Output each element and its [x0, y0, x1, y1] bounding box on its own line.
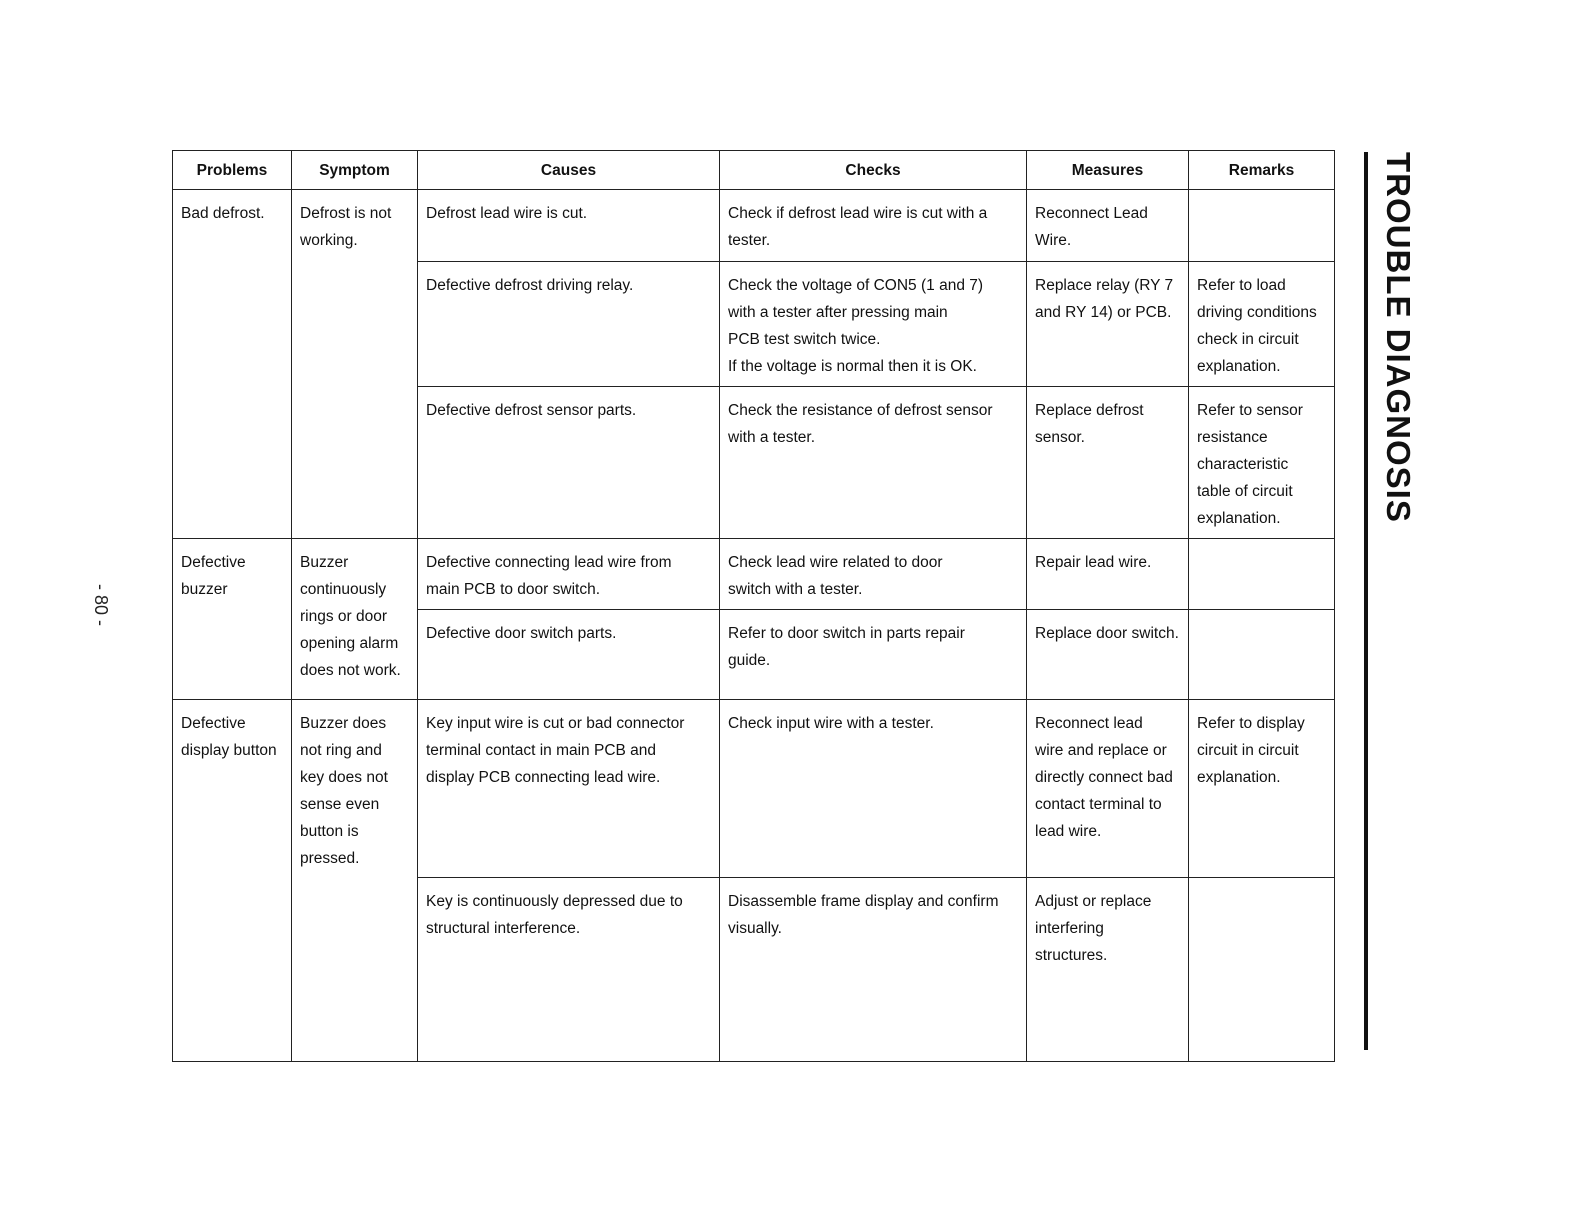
remarks-line: characteristic — [1197, 456, 1289, 473]
symptom-line: rings or door — [300, 608, 388, 625]
checks-line: Check lead wire related to door — [728, 554, 943, 571]
checks-cell — [720, 539, 1027, 610]
problem-cell — [173, 700, 292, 1062]
checks-cell — [720, 878, 1027, 1062]
section-title: TROUBLE DIAGNOSIS — [1380, 152, 1417, 523]
remarks-line: resistance — [1197, 429, 1268, 446]
measures-line: Repair lead wire. — [1035, 554, 1152, 571]
measures-cell — [1027, 262, 1189, 387]
remarks-cell — [1189, 262, 1335, 387]
page-number: - 80 - — [91, 583, 111, 626]
header-row — [173, 151, 1335, 190]
measures-line: Adjust or replace — [1035, 893, 1152, 910]
symptom-line: opening alarm — [300, 635, 399, 652]
causes-line: terminal contact in main PCB and — [426, 742, 657, 759]
symptom-cell — [292, 190, 418, 539]
measures-line: structures. — [1035, 947, 1108, 964]
checks-line: Check the voltage of CON5 (1 and 7) — [728, 277, 984, 294]
remarks-cell — [1189, 700, 1335, 878]
causes-line: Defective connecting lead wire from — [426, 554, 672, 571]
measures-line: Replace door switch. — [1035, 625, 1179, 642]
measures-cell — [1027, 539, 1189, 610]
symptom-line: continuously — [300, 581, 387, 598]
header-causes: Causes — [418, 151, 720, 190]
side-rule — [1364, 152, 1368, 1050]
causes-line: Defective defrost sensor parts. — [426, 402, 637, 419]
table-row — [173, 190, 1335, 262]
checks-line: Check input wire with a tester. — [728, 715, 934, 732]
symptom-cell — [292, 700, 418, 1062]
causes-line: display PCB connecting lead wire. — [426, 769, 661, 786]
remarks-line: driving conditions — [1197, 304, 1317, 321]
causes-line: Defective defrost driving relay. — [426, 277, 634, 294]
checks-line: with a tester. — [728, 429, 816, 446]
causes-cell — [418, 610, 720, 700]
header-problems: Problems — [173, 151, 292, 190]
header-remarks: Remarks — [1189, 151, 1335, 190]
measures-line: Replace relay (RY 7 — [1035, 277, 1174, 294]
symptom-line: button is — [300, 823, 359, 840]
causes-cell — [418, 878, 720, 1062]
remarks-cell — [1189, 387, 1335, 539]
causes-line: Defective door switch parts. — [426, 625, 617, 642]
checks-line: PCB test switch twice. — [728, 331, 881, 348]
header-symptom: Symptom — [292, 151, 418, 190]
remarks-cell — [1189, 878, 1335, 1062]
causes-line: Key is continuously depressed due to — [426, 893, 683, 910]
measures-line: and RY 14) or PCB. — [1035, 304, 1172, 321]
checks-line: visually. — [728, 920, 782, 937]
measures-cell — [1027, 610, 1189, 700]
causes-cell — [418, 262, 720, 387]
header-measures: Measures — [1027, 151, 1189, 190]
remarks-cell — [1189, 539, 1335, 610]
causes-cell — [418, 700, 720, 878]
remarks-line: explanation. — [1197, 510, 1281, 527]
problem-line: buzzer — [181, 581, 228, 598]
checks-cell — [720, 610, 1027, 700]
checks-line: Refer to door switch in parts repair — [728, 625, 965, 642]
symptom-line: sense even — [300, 796, 380, 813]
measures-line: sensor. — [1035, 429, 1085, 446]
causes-line: structural interference. — [426, 920, 581, 937]
measures-line: Reconnect Lead — [1035, 205, 1148, 222]
symptom-line: Buzzer — [300, 554, 349, 571]
header-checks: Checks — [720, 151, 1027, 190]
measures-line: lead wire. — [1035, 823, 1102, 840]
remarks-cell — [1189, 610, 1335, 700]
checks-line: Disassemble frame display and confirm — [728, 893, 999, 910]
checks-line: guide. — [728, 652, 771, 669]
remarks-line: explanation. — [1197, 769, 1281, 786]
remarks-line: table of circuit — [1197, 483, 1293, 500]
checks-line: Check if defrost lead wire is cut with a — [728, 205, 988, 222]
trouble-diagnosis-table — [172, 150, 1335, 1062]
remarks-line: Refer to sensor — [1197, 402, 1303, 419]
checks-cell — [720, 190, 1027, 262]
checks-line: If the voltage is normal then it is OK. — [728, 358, 977, 375]
remarks-line: check in circuit — [1197, 331, 1299, 348]
remarks-line: Refer to load — [1197, 277, 1286, 294]
causes-line: Defrost lead wire is cut. — [426, 205, 588, 222]
checks-cell — [720, 387, 1027, 539]
measures-line: contact terminal to — [1035, 796, 1162, 813]
remarks-line: circuit in circuit — [1197, 742, 1299, 759]
checks-line: tester. — [728, 232, 771, 249]
checks-line: switch with a tester. — [728, 581, 863, 598]
measures-cell — [1027, 387, 1189, 539]
measures-cell — [1027, 190, 1189, 262]
measures-line: Reconnect lead — [1035, 715, 1143, 732]
causes-line: Key input wire is cut or bad connector — [426, 715, 685, 732]
remarks-cell — [1189, 190, 1335, 262]
checks-line: Check the resistance of defrost sensor — [728, 402, 993, 419]
remarks-line: explanation. — [1197, 358, 1281, 375]
measures-cell — [1027, 878, 1189, 1062]
causes-line: main PCB to door switch. — [426, 581, 601, 598]
symptom-line: Buzzer does — [300, 715, 387, 732]
symptom-line: Defrost is not — [300, 205, 392, 222]
symptom-line: pressed. — [300, 850, 360, 867]
symptom-line: key does not — [300, 769, 388, 786]
table-row — [173, 539, 1335, 610]
checks-cell — [720, 700, 1027, 878]
problem-text: Bad defrost. — [181, 205, 265, 222]
measures-line: directly connect bad — [1035, 769, 1173, 786]
causes-cell — [418, 190, 720, 262]
measures-line: Wire. — [1035, 232, 1072, 249]
checks-line: with a tester after pressing main — [728, 304, 948, 321]
problem-line: display button — [181, 742, 277, 759]
measures-line: Replace defrost — [1035, 402, 1144, 419]
causes-cell — [418, 387, 720, 539]
problem-line: Defective — [181, 554, 246, 571]
symptom-line: not ring and — [300, 742, 382, 759]
causes-cell — [418, 539, 720, 610]
table-row — [173, 700, 1335, 878]
measures-line: wire and replace or — [1035, 742, 1167, 759]
remarks-line: Refer to display — [1197, 715, 1305, 732]
measures-cell — [1027, 700, 1189, 878]
symptom-cell — [292, 539, 418, 700]
symptom-line: working. — [300, 232, 358, 249]
symptom-line: does not work. — [300, 662, 401, 679]
problem-cell — [173, 190, 292, 539]
checks-cell — [720, 262, 1027, 387]
problem-cell — [173, 539, 292, 700]
problem-line: Defective — [181, 715, 246, 732]
measures-line: interfering — [1035, 920, 1104, 937]
